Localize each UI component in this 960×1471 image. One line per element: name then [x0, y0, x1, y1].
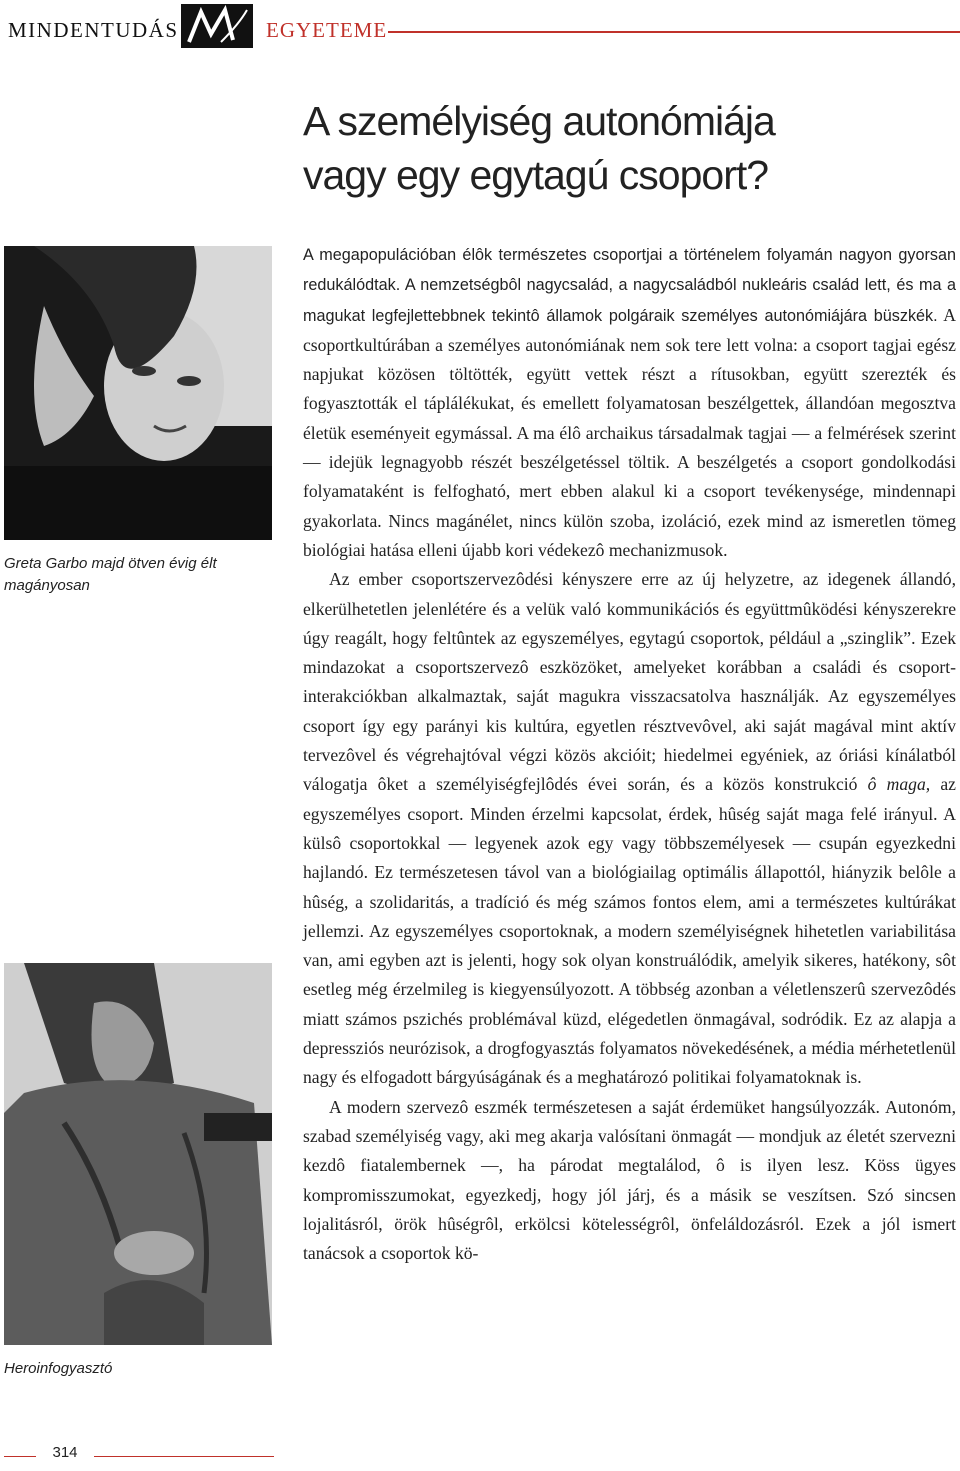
title-line-1: A személyiség autonómiája: [303, 98, 775, 144]
series-name-right: EGYETEME: [266, 18, 388, 42]
heroin-user-photo: [4, 963, 272, 1345]
page-rule-left: [4, 1456, 36, 1457]
page-rule-right: [94, 1456, 274, 1457]
paragraph: [303, 240, 956, 565]
photo-caption: Greta Garbo majd ötven évig élt magányosan: [4, 555, 217, 594]
lead-text: A megapopulációban élôk természetes csoportjai a történelem folyamán nagyon gyorsan redukálódtak. A nemzetségbôl nagycsalád, a nagycsaládból nukleáris család lett, és ma a magukat legfejlettebbnek tekintô államok polgáraik személyes autonómiájára büszkék.: [303, 246, 956, 325]
photo-caption: Heroinfogyasztó: [4, 1360, 113, 1377]
paragraph-text: A csoportkultúrában a személyes autonómiának nem sok tere lett volna: a csoport tagjai egész napjukat közösen töltötték, együtt vettek részt a rítusokban, együtt szerezték és fogyasztották el táplálékukat, és emellett folyamatosan beszélgettek, állandóan megosztva életük eseményeit egymással. A ma élô archaikus társadalmak tagjai — a felmérések szerint — idejük legnagyobb részét beszélgetéssel töltik. A beszélgetés a csoport gondolkodási folyamataként is felfogható, mert ebben alakul ki a csoport tevékenysége, mindennapi gyakorlata. Nincs magánélet, nincs külön szoba, izoláció, ezek mind az ismeretlen tömeg biológiai hatása elleni újabb kori védekezô mechanizmusok.: [303, 304, 956, 560]
portrait-photo: [4, 246, 272, 540]
series-name-left: MINDENTUDÁS: [8, 18, 179, 42]
article-body: [303, 240, 956, 1268]
paragraph-text: A modern szervezô eszmék természetesen a saját érdemüket hangsúlyozzák. Autonóm, szabad személyiség vagy, aki meg akarja valósítani önmagát — mondjuk az életét szervezni kezdô fiatalembernek —, ha párodat megtalálod, ô is ilyen lesz. Köss ügyes kompromisszumokat, egyezkedj, hogy jól járj, és a másik se veszítsen. Szó sincsen lojalitásról, örök hûségrôl, erkölcsi kötelességrôl, önfeláldozásról. Ezek a jól ismert tanácsok a csoportok kö-: [303, 1096, 956, 1264]
paragraph: [303, 565, 956, 1092]
emphasis-text: ô maga,: [867, 774, 931, 795]
paragraph: [303, 1093, 956, 1269]
paragraph-text: az egyszemélyes csoport. Minden érzelmi kapcsolat, érdek, hûség saját maga felé irányul. A külsô csoportokkal — legyenek azok egy vagy többszemélyesek — csupán egyezkedni hajlandó. Ez természetesen távol van a biológiailag optimális állapottól, hiányzik belôle a hûség, a szolidaritás, a tradíció és még számos fontos elem, ami a természetes kultúrákat jellemzi. Az egyszemélyes csoportoknak, a modern személyiségnek hihetetlen variabilitása van, ami egyben azt is jelenti, hogy sok olyan konstruálódik, amelyik sikeres, hatékony, sôt esetleg még érzelmileg is kiegyensúlyozott. A többség azonban a véletlenszerû szervezôdés miatt számos pszichés problémával küzd, elégedetlen önmagával, sodródik. Ez az alapja a depressziós neurózisok, a drogfogyasztás folyamatos növekedésének, a média mérhetetlenül nagy és elfogadott bárgyúságának és a meghatározó politikai folyamatoknak is.: [303, 774, 956, 1088]
publisher-logo: [181, 4, 253, 48]
article-title: [303, 94, 943, 202]
title-line-2: vagy egy egytagú csoport?: [303, 152, 769, 198]
page-number: 314: [52, 1444, 78, 1461]
header-rule: [388, 31, 960, 33]
paragraph-text: Az ember csoportszervezôdési kényszere erre az új helyzetre, az idegenek állandó, elkerülhetetlen jelenlétére és a velük való kommunikációs és együttmûködési kényszerekre úgy reagált, hogy feltûntek az egyszemélyes, egytagú csoportok, például a „szinglik”. Ezek mindazokat a csoportszervezô eszközöket, amelyeket korábban a családi és csoport-interakciókban alkalmaztak, saját magukra visszacsatolva használják. Az egyszemélyes csoport így egy parányi kis kultúra, egyetlen résztvevôvel, aki saját magával mint aktív tervezôvel és végrehajtóval végzi közös akcióit; hiedelmei egyéniek, az óriási kínálatból válogatja ôket a személyiségfejlôdés évei során, és a közös konstrukció: [303, 569, 956, 795]
